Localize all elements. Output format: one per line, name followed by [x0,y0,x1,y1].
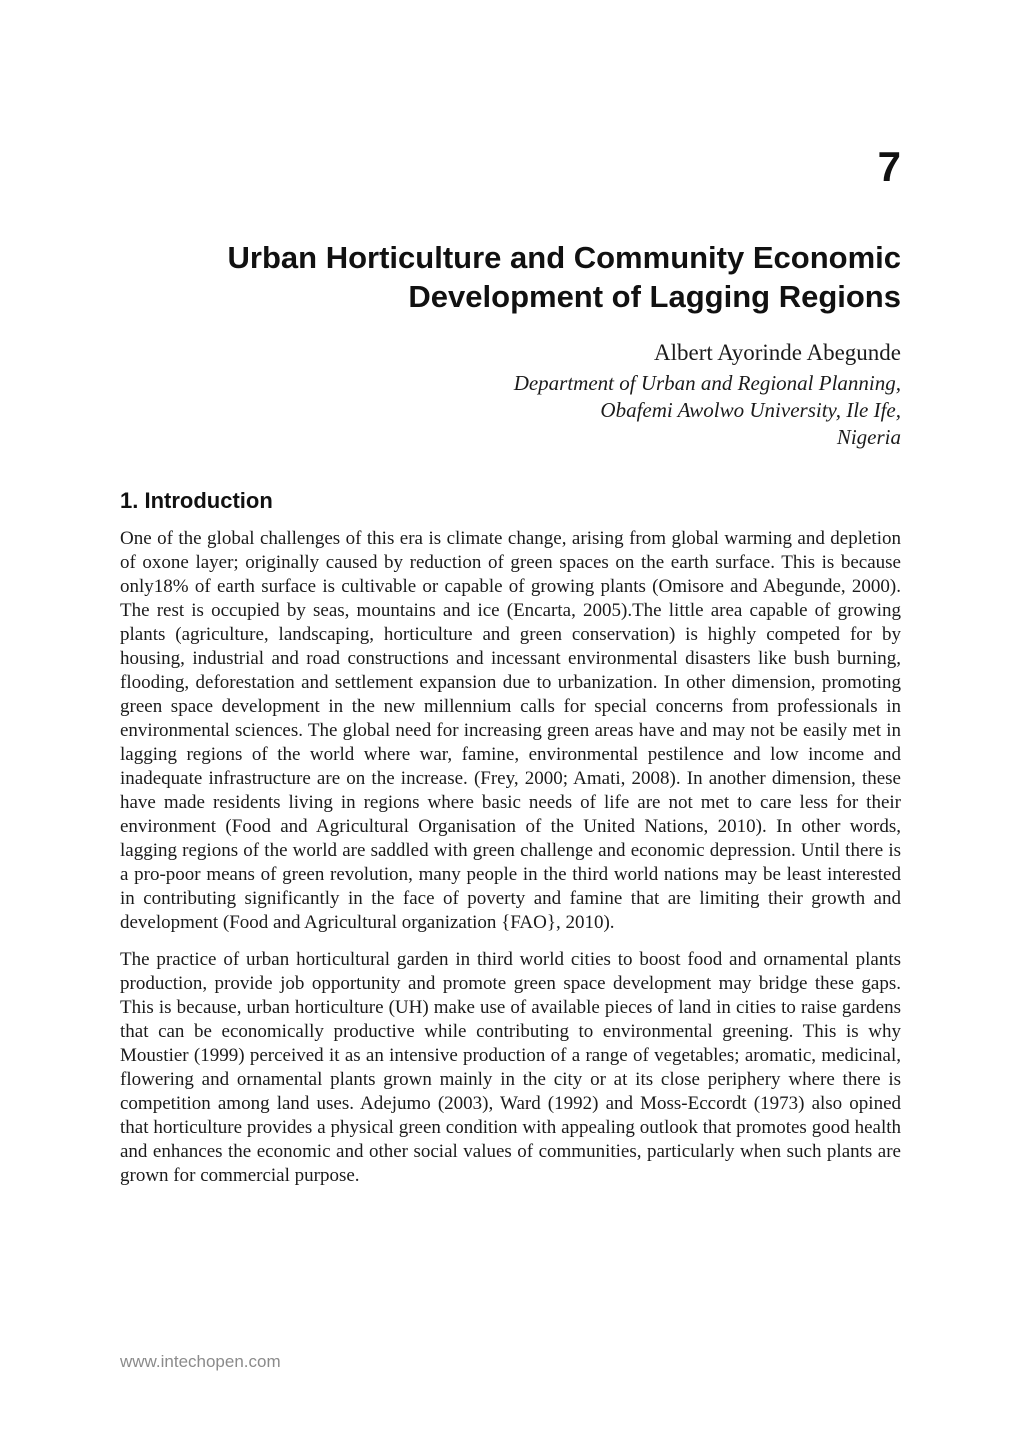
author-affiliation-country: Nigeria [836,425,901,449]
paragraph-2: The practice of urban horticultural garden in third world cities to boost food and ornamental plants production, provide job opportunity and promote green space development may bridge these gaps. This is because, urban horticulture (UH) make use of available pieces of land in cities to raise gardens that can be economically productive while contributing to environmental greening. This is why Moustier (1999) perceived it as an intensive production of a range of vegetables; aromatic, medicinal, flowering and ornamental plants grown mainly in the city or at its close periphery where there is competition among land uses. Adejumo (2003), Ward (1992) and Moss-Eccordt (1973) also opined that horticulture provides a physical green condition with appealing outlook that promotes good health and enhances the economic and other social values of communities, particularly when such plants are grown for commercial purpose. [120,949,901,1186]
footer-url[interactable]: www.intechopen.com [120,1352,281,1371]
chapter-title [120,238,901,316]
chapter-number: 7 [877,143,901,190]
page-footer [120,1352,281,1372]
author-affiliation-university: Obafemi Awolwo University, Ile Ife, [600,398,901,422]
paragraph-1: One of the global challenges of this era is climate change, arising from global warming and depletion of oxone layer; originally caused by reduction of green spaces on the earth surface. This is because only18% of earth surface is cultivable or capable of growing plants (Omisore and Abegunde, 2000). The rest is occupied by seas, mountains and ice (Encarta, 2005).The little area capable of growing plants (agriculture, landscaping, horticulture and green conservation) is highly competed for by housing, industrial and road constructions and incessant environmental disasters like bush burning, flooding, deforestation and settlement expansion due to urbanization. In other dimension, promoting green space development in the new millennium calls for special concerns from professionals in environmental sciences. The global need for increasing green areas have and may not be easily met in lagging regions of the world where war, famine, environmental pestilence and low income and inadequate infrastructure are on the increase. (Frey, 2000; Amati, 2008). In another dimension, these have made residents living in regions where basic needs of life are not met to care less for their environment (Food and Agricultural Organisation of the United Nations, 2010). In other words, lagging regions of the world are saddled with green challenge and economic depression. Until there is a pro-poor means of green revolution, many people in the third world nations may be least interested in contributing significantly in the face of poverty and famine that are limiting their growth and development (Food and Agricultural organization {FAO}, 2010). [120,528,901,933]
chapter-title-line-1: Urban Horticulture and Community Economic [227,240,901,275]
author-block [120,338,901,451]
section-body [120,527,901,1201]
section-heading-introduction: 1. Introduction [120,488,273,513]
chapter-title-line-2: Development of Lagging Regions [408,279,901,314]
author-name: Albert Ayorinde Abegunde [653,340,901,365]
author-affiliation-department: Department of Urban and Regional Planning, [513,371,901,395]
